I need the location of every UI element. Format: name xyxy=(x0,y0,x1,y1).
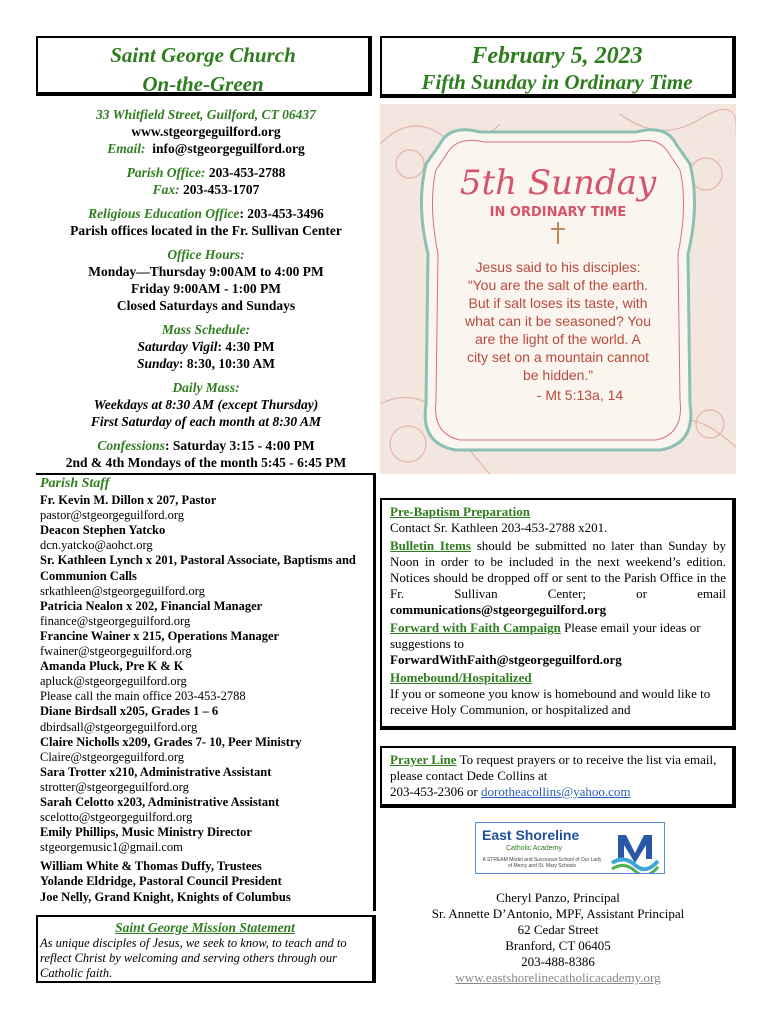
staff-name: Sara Trotter x210, Administrative Assistant xyxy=(40,764,272,779)
wave-m-icon xyxy=(610,825,660,873)
mission-heading: Saint George Mission Statement xyxy=(115,920,295,935)
bulletin-text: should be submitted no later than Sunday by Noon in order to be included in the next weekend’s edition. Notices should be dropped off or sent to the Parish Office in the Fr. Sullivan Center; or email xyxy=(390,538,726,601)
email-link[interactable]: info@stgeorgeguilford.org xyxy=(152,141,305,156)
office-hours-label: Office Hours: xyxy=(167,247,245,262)
fax-label: Fax: xyxy=(152,182,180,197)
school-website-link[interactable]: www.eastshorelinecatholicacademy.org xyxy=(455,970,661,985)
vigil-label: Saturday Vigil xyxy=(137,339,218,354)
bulletin-email[interactable]: communications@stgeorgeguilford.org xyxy=(390,602,607,617)
prayer-text: To request prayers or to receive the list via email, please contact Dede Collins at xyxy=(390,752,717,783)
prayer-heading[interactable]: Prayer Line xyxy=(390,752,457,767)
church-name: Saint George Church xyxy=(110,43,296,67)
announcements-box xyxy=(380,498,736,730)
staff-entry xyxy=(40,825,374,855)
parish-office-label: Parish Office: xyxy=(126,165,206,180)
staff-entry xyxy=(40,493,374,523)
artwork-title-top: 5th Sunday xyxy=(459,163,657,203)
religious-ed-phone: : 203-453-3496 xyxy=(239,206,324,221)
school-info xyxy=(380,890,736,986)
faith-heading[interactable]: Forward with Faith Campaign xyxy=(390,620,561,635)
staff-name: Deacon Stephen Yatcko xyxy=(40,523,166,538)
staff-name: Patricia Nealon x 202, Financial Manager xyxy=(40,598,263,613)
first-saturday-mass: First Saturday of each month at 8:30 AM xyxy=(90,414,322,429)
quote-line-0: Jesus said to his disciples: xyxy=(475,259,641,275)
school-logo xyxy=(475,822,665,874)
prebaptism-text: Contact Sr. Kathleen 203-453-2788 x201. xyxy=(390,520,608,535)
staff-entry xyxy=(40,523,374,553)
staff-entry xyxy=(40,629,374,659)
trustees-line: William White & Thomas Duffy, Trustees xyxy=(40,859,262,874)
prayer-email-link[interactable]: dorotheacollins@yahoo.com xyxy=(481,784,631,799)
logo-name: East Shoreline xyxy=(482,827,580,843)
logo-tagline: A STREAM Model and Successor School of Our Lady of Mercy and St. Mary Schools xyxy=(482,857,602,869)
fax-number: 203-453-1707 xyxy=(182,182,260,197)
sunday-artwork xyxy=(380,104,736,474)
email-label: Email: xyxy=(107,141,146,156)
staff-entry xyxy=(40,795,374,825)
staff-email[interactable]: finance@stgeorgeguilford.org xyxy=(40,613,191,628)
mission-body: As unique disciples of Jesus, we seek to know, to teach and to reflect Christ by welcoming and serving others through our Catholic faith. xyxy=(40,936,347,980)
staff-name: Fr. Kevin M. Dillon x 207, Pastor xyxy=(40,493,217,508)
staff-email[interactable]: apluck@stgeorgeguilford.org xyxy=(40,674,187,689)
prebaptism-item xyxy=(390,504,726,536)
staff-email[interactable]: dbirdsall@stgeorgeguilford.org xyxy=(40,719,198,734)
office-hours-1: Friday 9:00AM - 1:00 PM xyxy=(131,281,281,296)
offices-location: Parish offices located in the Fr. Sullivan Center xyxy=(70,223,342,238)
staff-entry xyxy=(40,659,374,704)
bulletin-date: February 5, 2023 xyxy=(471,43,643,69)
faith-text: Please email your ideas or suggestions to xyxy=(390,620,701,651)
staff-entry xyxy=(40,704,374,734)
staff-name: Emily Phillips, Music Ministry Director xyxy=(40,825,252,840)
logo-sub: Catholic Academy xyxy=(506,845,563,852)
staff-entry xyxy=(40,735,374,765)
sunday-label: Sunday xyxy=(136,356,180,371)
liturgical-sunday: Fifth Sunday in Ordinary Time xyxy=(421,70,693,94)
staff-entry xyxy=(40,765,374,795)
staff-name: Francine Wainer x 215, Operations Manager xyxy=(40,628,280,643)
faith-item xyxy=(390,620,726,668)
quote-line-2: But if salt loses its taste, with xyxy=(468,295,648,311)
quote-line-5: city set on a mountain cannot xyxy=(466,349,650,365)
staff-email[interactable]: srkathleen@stgeorgeguilford.org xyxy=(40,583,205,598)
homebound-text: If you or someone you know is homebound and would like to receive Holy Communion, or hospitalized and xyxy=(390,686,711,717)
staff-note: Please call the main office 203-453-2788 xyxy=(40,689,246,704)
church-title-box xyxy=(36,36,372,96)
artwork-title-bottom: IN ORDINARY TIME xyxy=(489,205,627,220)
quote-citation: - Mt 5:13a, 14 xyxy=(536,387,624,403)
council-president-line: Yolande Eldridge, Pastoral Council President xyxy=(40,874,282,889)
staff-name: Claire Nicholls x209, Grades 7- 10, Peer Ministry xyxy=(40,734,302,749)
staff-name: Amanda Pluck, Pre K & K xyxy=(40,659,184,674)
staff-name: Diane Birdsall x205, Grades 1 – 6 xyxy=(40,704,219,719)
artwork-svg xyxy=(380,104,736,474)
staff-email[interactable]: strotter@stgeorgeguilford.org xyxy=(40,779,189,794)
prayer-phone: 203-453-2306 or xyxy=(390,784,481,799)
weekday-mass: Weekdays at 8:30 AM (except Thursday) xyxy=(93,397,319,412)
staff-email[interactable]: fwainer@stgeorgeguilford.org xyxy=(40,644,192,659)
school-city: Branford, CT 06405 xyxy=(505,938,611,953)
parish-office-phone: 203-453-2788 xyxy=(208,165,286,180)
fax-line xyxy=(36,181,376,198)
homebound-heading[interactable]: Homebound/Hospitalized xyxy=(390,670,532,685)
parish-staff xyxy=(40,476,374,905)
prebaptism-heading[interactable]: Pre-Baptism Preparation xyxy=(390,504,530,519)
date-title-box xyxy=(380,36,736,98)
principal-line: Cheryl Panzo, Principal xyxy=(496,890,620,905)
bulletin-heading[interactable]: Bulletin Items xyxy=(390,538,471,553)
church-subname: On-the-Green xyxy=(142,72,264,96)
school-street: 62 Cedar Street xyxy=(517,922,599,937)
church-info xyxy=(36,106,376,471)
prayer-line-box xyxy=(380,746,736,808)
staff-email[interactable]: dcn.yatcko@aohct.org xyxy=(40,538,153,553)
staff-heading: Parish Staff xyxy=(40,476,110,491)
staff-entry xyxy=(40,599,374,629)
parish-office-line xyxy=(36,164,376,181)
staff-email[interactable]: scelotto@stgeorgeguilford.org xyxy=(40,810,193,825)
religious-ed-label: Religious Education Office xyxy=(88,206,240,221)
office-hours-2: Closed Saturdays and Sundays xyxy=(116,298,296,313)
mission-statement-box xyxy=(36,915,376,983)
staff-email[interactable]: pastor@stgeorgeguilford.org xyxy=(40,508,185,523)
staff-email[interactable]: stgeorgemusic1@gmail.com xyxy=(40,840,183,855)
grand-knight-line: Joe Nelly, Grand Knight, Knights of Columbus xyxy=(40,889,291,904)
sunday-line xyxy=(36,355,376,372)
office-hours-0: Monday—Thursday 9:00AM to 4:00 PM xyxy=(88,264,324,279)
confessions-label: Confessions xyxy=(97,438,165,453)
staff-name: Sarah Celotto x203, Administrative Assistant xyxy=(40,794,280,809)
staff-email[interactable]: Claire@stgeorgeguilford.org xyxy=(40,749,185,764)
staff-name: Sr. Kathleen Lynch x 201, Pastoral Associate, Baptisms and Communion Calls xyxy=(40,553,356,583)
school-phone: 203-488-8386 xyxy=(521,954,595,969)
website-link[interactable]: www.stgeorgeguilford.org xyxy=(131,124,281,139)
daily-mass-label: Daily Mass: xyxy=(172,380,240,395)
staff-entry xyxy=(40,553,374,598)
email-line xyxy=(36,140,376,157)
vigil-time: : 4:30 PM xyxy=(217,339,275,354)
homebound-item xyxy=(390,670,726,718)
confessions-line xyxy=(36,437,376,454)
bulletin-item xyxy=(390,538,726,618)
faith-email[interactable]: ForwardWithFaith@stgeorgeguilford.org xyxy=(390,652,622,667)
mass-schedule-label: Mass Schedule: xyxy=(161,322,251,337)
assistant-principal-line: Sr. Annette D’Antonio, MPF, Assistant Principal xyxy=(431,906,685,921)
quote-line-6: be hidden.” xyxy=(522,367,594,383)
quote-line-3: what can it be seasoned? You xyxy=(464,313,652,329)
vigil-line xyxy=(36,338,376,355)
address: 33 Whitfield Street, Guilford, CT 06437 xyxy=(96,107,316,122)
monday-confessions: 2nd & 4th Mondays of the month 5:45 - 6:45 PM xyxy=(65,455,347,470)
religious-ed-line xyxy=(36,205,376,222)
confessions-time: : Saturday 3:15 - 4:00 PM xyxy=(164,438,315,453)
quote-line-4: are the light of the world. A xyxy=(475,331,641,347)
quote-line-1: “You are the salt of the earth. xyxy=(467,277,649,293)
sunday-times: : 8:30, 10:30 AM xyxy=(179,356,275,371)
